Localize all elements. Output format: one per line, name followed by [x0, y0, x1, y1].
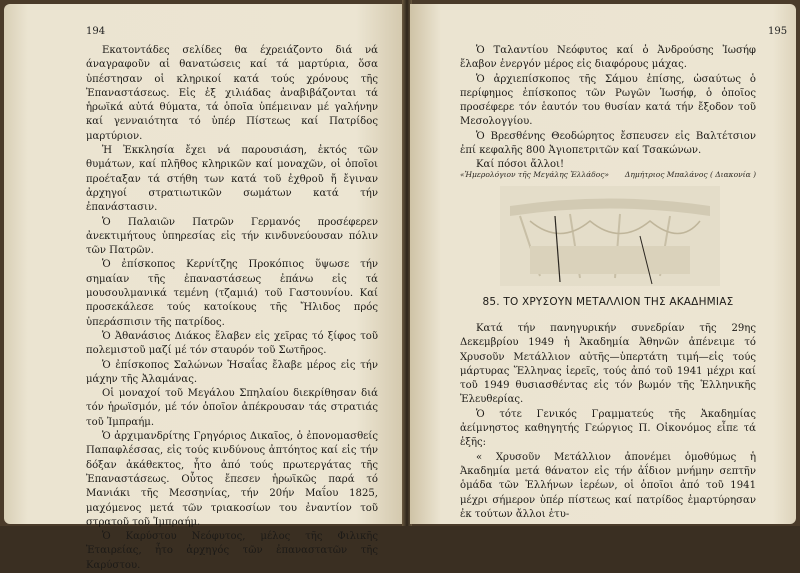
paragraph: Καί πόσοι ἄλλοι!	[476, 159, 565, 171]
caption-author: Δημήτριος Μπαλάνος ( Διακονία )	[624, 170, 756, 179]
right-text-column-top	[460, 44, 756, 173]
page-number: 194	[86, 26, 106, 37]
image-source-caption	[460, 170, 756, 179]
paragraph: Ὁ Καρύστου Νεόφυτος, μέλος τῆς Φιλικῆς Ἑταιρείας, ἦτο ἀρχηγός τῶν ἐπαναστατῶν τῆς Καρύστου.	[86, 531, 378, 571]
paragraph: Ὁ Ἀθανάσιος Διάκος ἔλαβεν εἰς χεῖρας τό ξίφος τοῦ πολεμιστοῦ μαζί μέ τόν σταυρόν τοῦ Σωτῆρος.	[86, 330, 378, 357]
left-text-column	[86, 44, 378, 573]
paragraph: Ὁ τότε Γενικός Γραμματεύς τῆς Ἀκαδημίας ἀείμνηστος καθηγητής Γεώργιος Π. Οἰκονόμος εἶπε τά ἑξῆς:	[460, 408, 756, 449]
paragraph: Ὁ Παλαιῶν Πατρῶν Γερμανός προσέφερεν ἀνεκτιμήτους ὑπηρεσίας εἰς τήν κινδυνεύουσαν πόλιν τῶν Πατρῶν.	[86, 216, 378, 257]
paragraph: « Χρυσοῦν Μετάλλιον ἀπονέμει ὁμοθύμως ἡ Ἀκαδημία μετά θάνατον εἰς τήν ἀΐδιον μνήμην σεπτῆν ὁμάδα τῶν Ἑλλήνων ἱερέων, οἱ ὁποῖοι ἀπό τοῦ 1941 μέχρι σήμερον ὑπέρ πίστεως καί πατρίδος ἐμαρτύρησαν ἐκ τούτων ἄλλοι ἐτυ-	[460, 451, 756, 520]
paragraph: Ὁ ἀρχιμανδρίτης Γρηγόριος Δικαῖος, ὁ ἐπονομασθείς Παπαφλέσσας, εἰς τούς κινδύνους ἀπτόητος καί εἰς τήν δόξαν ἀκάθεκτος, ἦτο ἀπό τούς πρωτεργάτας τῆς Ἐπαναστάσεως. Οὗτος ἔπεσεν ἡρωϊκῶς παρά τό Μανιάκι τῆς Μεσσηνίας, τήν 20ήν Μαΐου 1825, μαχόμενος μετά τῶν τριακοσίων του ἐναντίον τοῦ στρατοῦ τοῦ Ἰμπραήμ.	[86, 431, 378, 528]
paragraph: Ἡ Ἐκκλησία ἔχει νά παρουσιάση, ἐκτός τῶν θυμάτων, καί πλῆθος κληρικῶν καί μοναχῶν, οἱ ὁποῖοι προέταξαν τά στήθη των κατά τοῦ ἐχθροῦ ἤ ἔγιναν ἀρχηγοί στρατιωτικῶν σωμάτων κατά τήν ἐπανάστασιν.	[86, 145, 378, 214]
page-number: 195	[768, 26, 788, 37]
paragraph: Εκατοντάδες σελίδες θα έχρειάζοντο διά νά άναγραφοῦν αἱ θανατώσεις καί τά μαρτύρια, ὅσα ὑπέστησαν οἱ κληρικοί κατά τούς χρόνους τῆς Ἐπαναστάσεως. Εἰς ἑξ χιλιάδας ἀναβιβάζονται τά ἡρωϊκά αὐτά θύματα, τά ὁποῖα ὑπέμειναν μέ γαλήνην καί γενναιότητα τό ὑπέρ Πίστεως καί Πατρίδος μαρτύριον.	[86, 45, 378, 142]
right-text-column-bottom	[460, 322, 756, 522]
paragraph: Οἱ μοναχοί τοῦ Μεγάλου Σπηλαίου διεκρίθησαν διά τόν ἡρωϊσμόν, μέ τόν ὁποῖον ἀπέκρουσαν τάς στρατιάς τοῦ Ἰμπραήμ.	[86, 388, 378, 428]
left-page	[4, 4, 404, 571]
paragraph: Ὁ ἐπίσκοπος Κερνίτζης Προκόπιος ὕψωσε τήν σημαίαν τῆς ἐπαναστάσεως ἐπάνω εἰς τά μουσουλμανικά τεμένη (τζαμιά) τοῦ Γαστουνίου. Καί προσεκάλεσε τούς κατοίκους τῆς Ἤλιδος πρός ὑπεράσπισιν τῆς πατρίδος.	[86, 259, 378, 328]
caption-source: «Ἡμερολόγιον τῆς Μεγάλης Ἑλλάδος»	[460, 170, 610, 179]
right-page	[410, 4, 796, 524]
faded-illustration	[500, 186, 720, 286]
section-heading: 85. ΤΟ ΧΡΥΣΟΥΝ ΜΕΤΑΛΛΙΟΝ ΤΗΣ ΑΚΑΔΗΜΙΑΣ	[482, 296, 734, 308]
paragraph: Ὁ Ταλαντίου Νεόφυτος καί ὁ Ἀνδρούσης Ἰωσήφ ἔλαβον ἐνεργόν μέρος εἰς διαφόρους μάχας.	[460, 45, 756, 71]
paragraph: Ὁ ἀρχιεπίσκοπος τῆς Σάμου ἐπίσης, ὡσαύτως ὁ περίφημος ἐπίσκοπος τῶν Ρωγῶν Ἰωσήφ, ὁ ὁποῖος προσέφερε τόν ἑαυτόν του θυσίαν κατά τήν ἔξοδον τοῦ Μεσολογγίου.	[460, 73, 756, 128]
paragraph: Ὁ ἐπίσκοπος Σαλώνων Ἡσαΐας ἔλαβε μέρος εἰς τήν μάχην τῆς Ἀλαμάνας.	[86, 359, 378, 385]
paragraph: Κατά τήν πανηγυρικήν συνεδρίαν τῆς 29ης Δεκεμβρίου 1949 ἡ Ἀκαδημία Ἀθηνῶν ἀπένειμε τό Χρυσοῦν Μετάλλιον αὐτῆς—ὑπερτάτη τιμή—εἰς τούς μάρτυρας Ἕλληνας ἱερεῖς, τούς ἀπό τοῦ 1941 μέχρι καί τοῦ 1949 θυσιασθέντας εἰς τόν βωμόν τῆς Ἑλληνικῆς Ἐλευθερίας.	[460, 323, 756, 406]
paragraph: Ὁ Βρεσθένης Θεοδώρητος ἔσπευσεν εἰς Βαλτέτσιον ἐπί κεφαλῆς 800 Ἀγιοπετριτῶν καί Τσακώνων.	[460, 130, 756, 157]
